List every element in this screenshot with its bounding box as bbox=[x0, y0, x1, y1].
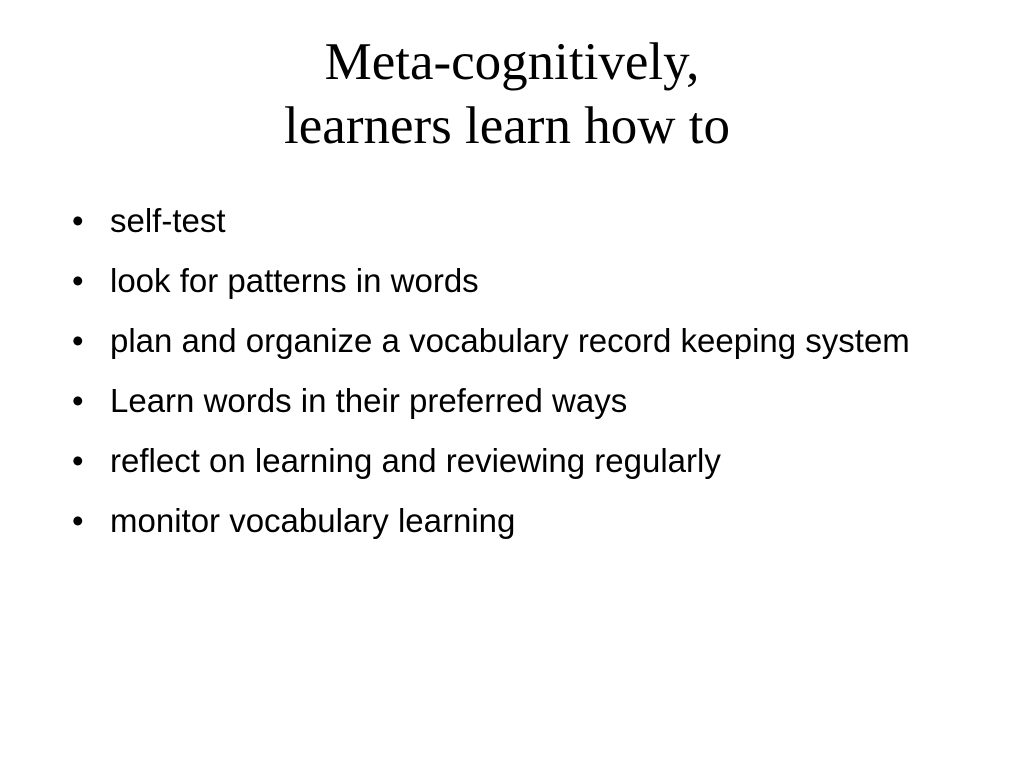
title-line: Meta-cognitively, bbox=[324, 33, 700, 91]
list-item bbox=[70, 380, 990, 422]
bullet-icon: • bbox=[72, 322, 84, 359]
list-item-text: look for patterns in words bbox=[110, 262, 479, 299]
bullet-icon: • bbox=[72, 502, 84, 539]
bullet-list bbox=[70, 200, 990, 560]
slide-title bbox=[0, 30, 1024, 158]
bullet-icon: • bbox=[72, 262, 84, 299]
list-item bbox=[70, 260, 990, 302]
list-item bbox=[70, 320, 990, 362]
bullet-icon: • bbox=[72, 382, 84, 419]
list-item bbox=[70, 500, 990, 542]
list-item-text: plan and organize a vocabulary record keeping system bbox=[110, 322, 910, 359]
list-item-text: self-test bbox=[110, 202, 226, 239]
list-item-text: reflect on learning and reviewing regularly bbox=[110, 442, 721, 479]
list-item bbox=[70, 200, 990, 242]
list-item-text: monitor vocabulary learning bbox=[110, 502, 516, 539]
bullet-icon: • bbox=[72, 442, 84, 479]
list-item bbox=[70, 440, 990, 482]
list-item-text: Learn words in their preferred ways bbox=[110, 382, 628, 419]
bullet-icon: • bbox=[72, 202, 84, 239]
title-line: learners learn how to bbox=[284, 97, 730, 155]
